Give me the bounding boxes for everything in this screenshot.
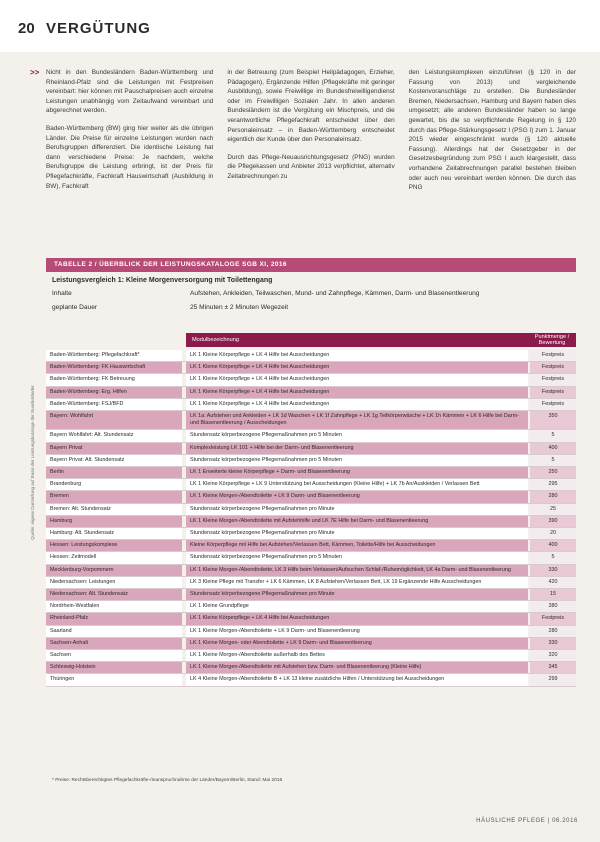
row-module-cell: Stundensatz körperbezogene Pflegemaßnahmen pro 5 Minuten — [182, 430, 528, 441]
row-land-cell: Baden-Württemberg: Erg. Hilfen — [46, 387, 182, 398]
row-module-cell: LK 1 Kleine Morgen- oder Abendtoilette + LK 9 Darm- und Blasenentleerung — [182, 638, 528, 649]
row-land-cell: Bayern Privat: Alt. Stundensatz — [46, 455, 182, 466]
article-column-2 — [227, 68, 394, 248]
row-module-cell: LK 1 Kleine Morgen-/Abendtoilette + LK 9 Darm- und Blasenentleerung — [182, 491, 528, 502]
page-number: 20 — [18, 20, 35, 37]
row-module-cell: LK 1 Kleine Grundpflege — [182, 601, 528, 612]
table-row — [46, 362, 576, 374]
table-row — [46, 374, 576, 386]
row-land-cell: Bayern: Wohlfahrt — [46, 411, 182, 429]
dauer-label: geplante Dauer — [52, 304, 98, 311]
row-points-cell: 380 — [528, 601, 576, 612]
table-row — [46, 613, 576, 625]
row-points-cell: 25 — [528, 504, 576, 515]
table-heading: Leistungsvergleich 1: Kleine Morgenversorgung mit Toilettengang — [52, 277, 273, 284]
comparison-table-body — [46, 350, 576, 687]
row-land-cell: Baden-Württemberg: Pflegefachkraft* — [46, 350, 182, 361]
row-points-cell: 420 — [528, 577, 576, 588]
row-points-cell: Festpreis — [528, 350, 576, 361]
row-module-cell: LK 1 Kleine Körperpflege + LK 4 Hilfe bei Ausscheidungen — [182, 350, 528, 361]
table-row — [46, 399, 576, 411]
row-points-cell: 250 — [528, 467, 576, 478]
table-row — [46, 552, 576, 564]
vertical-source-label: Quelle: eigene Darstellung auf Basis der Leistungskataloge der Bundesländer — [30, 385, 35, 540]
row-module-cell: LK 1 Kleine Körperpflege + LK 4 Hilfe bei Ausscheidungen — [182, 362, 528, 373]
row-points-cell: 5 — [528, 552, 576, 563]
row-land-cell: Nordrhein-Westfalen — [46, 601, 182, 612]
table-row — [46, 443, 576, 455]
row-land-cell: Berlin — [46, 467, 182, 478]
table-row — [46, 387, 576, 399]
row-points-cell: 345 — [528, 662, 576, 673]
row-module-cell: Kleine Körperpflege mit Hilfe bei Aufstehen/Verlassen Bett, Kämmen, Toilette/Hilfe bei Ausscheidungen — [182, 540, 528, 551]
table-row — [46, 601, 576, 613]
table-row — [46, 528, 576, 540]
row-module-cell: Stundensatz körperbezogene Pflegemaßnahmen pro 5 Minuten — [182, 552, 528, 563]
row-points-cell: 5 — [528, 430, 576, 441]
row-module-cell: LK 1a: Aufstehen und Ankleiden + LK 1d Waschen + LK 1f Zahnpflege + LK 1g Teilkörperwäsche + LK 1h Kämmen + LK 6 Hilfe bei Darm- und Blasenentleerung / Ausscheidungen — [182, 411, 528, 429]
table-header-row — [186, 333, 576, 347]
row-points-cell: 390 — [528, 516, 576, 527]
row-points-cell: 20 — [528, 528, 576, 539]
row-land-cell: Bayern Wohlfahrt: Alt. Stundensatz — [46, 430, 182, 441]
table-row — [46, 504, 576, 516]
row-points-cell: 299 — [528, 674, 576, 685]
row-land-cell: Baden-Württemberg: FK Betreuung — [46, 374, 182, 385]
table-row — [46, 589, 576, 601]
row-land-cell: Bayern Privat — [46, 443, 182, 454]
row-points-cell: Festpreis — [528, 387, 576, 398]
row-module-cell: LK 1 Kleine Körperpflege + LK 9 Unterstützung bei Ausscheidungen (Kleine Hilfe) + LK 7b An/Auskleiden / Verlassen Bett — [182, 479, 528, 490]
row-land-cell: Hessen: Leistungskomplexe — [46, 540, 182, 551]
row-module-cell: LK 1 Erweiterte kleine Körperpflege + Darm- und Blasenentleerung — [182, 467, 528, 478]
dauer-value: 25 Minuten ± 2 Minuten Wegezeit — [190, 304, 289, 311]
row-module-cell: LK 1 Kleine Morgen-/Abendtoilette mit Aufstehhilfe und LK 7E Hilfe bei Darm- und Blasenentleerung — [182, 516, 528, 527]
row-land-cell: Rheinland-Pfalz — [46, 613, 182, 624]
table-row — [46, 674, 576, 686]
row-points-cell: 400 — [528, 443, 576, 454]
row-points-cell: 320 — [528, 650, 576, 661]
row-module-cell: LK 1 Kleine Morgen-/Abendtoilette + LK 9 Darm- und Blasenentleerung — [182, 626, 528, 637]
row-land-cell: Brandenburg — [46, 479, 182, 490]
table-row — [46, 638, 576, 650]
table-row — [46, 455, 576, 467]
row-points-cell: 280 — [528, 626, 576, 637]
row-module-cell: LK 4 Kleine Morgen-/Abendtoilette B + LK 13 kleine zusätzliche Hilfen / Unterstützung bei Ausscheidungen — [182, 674, 528, 685]
row-module-cell: Stundensatz körperbezogene Pflegemaßnahmen pro 5 Minuten — [182, 455, 528, 466]
row-points-cell: 400 — [528, 540, 576, 551]
row-land-cell: Baden-Württemberg: FSJ/BFD — [46, 399, 182, 410]
row-module-cell: LK 1 Kleine Morgen-/Abendtoilette, LK 3 Hilfe beim Verlassen/Aufsuchen Schlaf-/Ruhemöglichkeit, LK 4a Darm- und Blasenentleerung — [182, 565, 528, 576]
row-points-cell: 15 — [528, 589, 576, 600]
continuation-marker: >> — [30, 68, 40, 77]
table-row — [46, 411, 576, 430]
article-column-3 — [409, 68, 576, 248]
paragraph: den Leistungskomplexen einzuführen (§ 120 in der Fassung von 2013) und vergleichende Kostenvoranschläge zu erstellen. Die Bundesländer Bremen, Niedersachsen, Hamburg und Bayern haben dies umgesetzt; alle anderen Bundesländer haben so lange gewartet, bis die so verpflichtende Regelung in § 120 durch das Pflege-Stärkungsgesetz I (PSG I) zum 1. Januar 2015 wieder eingeschränkt wurde (§ 120 aktuelle Fassung). Allerdings hat der Gesetzgeber in der Gesetzesbegründung zum PSG I auch klargestellt, dass vorhandene Zeitabrechnungen parallel bestehen bleiben oder auch neu vereinbart werden können. Die durch das PNG — [408, 69, 576, 192]
paragraph: in der Betreuung (zum Beispiel Heilpädagogen, Erzieher, Pädagogen), Ergänzende Hilfen (Pflegekräfte mit geringer Ausbildung), sowie Freiwillige im Bundesfreiwilligendienst oder im Freiwilligen Sozialen Jahr. In allen anderen Bundesländern ist die Vergütung ein Mischpreis, und die verantwortliche Pflegefachkraft entscheidet über den Personaleinsatz – in Baden-Württemberg entscheidet eigentlich der Kunde über den Personaleinsatz. — [227, 69, 395, 144]
page-header — [0, 0, 600, 52]
row-module-cell: LK 1 Kleine Körperpflege + LK 4 Hilfe bei Ausscheidungen — [182, 613, 528, 624]
row-points-cell: 5 — [528, 455, 576, 466]
row-module-cell: LK 1 Kleine Körperpflege + LK 4 Hilfe bei Ausscheidungen — [182, 374, 528, 385]
row-land-cell: Sachsen-Anhalt — [46, 638, 182, 649]
row-module-cell: LK 1 Kleine Körperpflege + LK 4 Hilfe bei Ausscheidungen — [182, 399, 528, 410]
row-module-cell: LK 1 Kleine Morgen-/Abendtoilette mit Aufstehen bzw. Darm- und Blasenentleerung (Kleine Hilfe) — [182, 662, 528, 673]
paragraph: Baden-Württemberg (BW) ging hier weiter als die übrigen Länder. Die Preise für einzelne Leistungen wurden nach Berufsgruppen differenziert. Die identische Leistung hat dann verschiedene Preise: Je nachdem, welche Berufsgruppe die Leistung erbringt, ist der Preis für Pflegefachkräfte, Fachkraft Hauswirtschaft (Ausbildung in BW), Fachkraft — [46, 124, 214, 190]
row-module-cell: Stundensatz körperbezogene Pflegemaßnahmen pro Minute — [182, 504, 528, 515]
table-row — [46, 479, 576, 491]
table-footnote: * Preise: Rechtsberechtigtes Pflegefachkräfte-/Inanspruchnahme der Länder/Bayern/Berlin, Stand: Mai 2016 — [52, 778, 283, 783]
table-row — [46, 491, 576, 503]
table-row — [46, 540, 576, 552]
row-points-cell: Festpreis — [528, 374, 576, 385]
row-land-cell: Schleswig-Holstein — [46, 662, 182, 673]
page-footer: HÄUSLICHE PFLEGE | 06.2016 — [476, 818, 578, 824]
table-title: TABELLE 2 / ÜBERBLICK DER LEISTUNGSKATALOGE SGB XI, 2016 — [46, 258, 576, 272]
row-points-cell: Festpreis — [528, 399, 576, 410]
row-module-cell: LK 1 Kleine Körperpflege + LK 4 Hilfe bei Ausscheidungen — [182, 387, 528, 398]
table-row — [46, 662, 576, 674]
table-row — [46, 577, 576, 589]
article-body — [46, 68, 576, 248]
table-row — [46, 516, 576, 528]
row-land-cell: Thüringen — [46, 674, 182, 685]
row-module-cell: Stundensatz körperbezogene Pflegemaßnahmen pro Minute — [182, 589, 528, 600]
row-points-cell: 330 — [528, 565, 576, 576]
row-land-cell: Niedersachsen: Alt. Stundensatz — [46, 589, 182, 600]
row-land-cell: Hessen: Zeitmodell — [46, 552, 182, 563]
row-land-cell: Hamburg — [46, 516, 182, 527]
row-land-cell: Bremen: Alt. Stundensatz — [46, 504, 182, 515]
row-land-cell: Mecklenburg-Vorpommern — [46, 565, 182, 576]
table-row — [46, 430, 576, 442]
row-land-cell: Baden-Württemberg: FK Hauswirtschaft — [46, 362, 182, 373]
row-module-cell: Komplexleistung LK 101 + Hilfe bei der Darm- und Blasenentleerung — [182, 443, 528, 454]
row-module-cell: LK 1 Kleine Morgen-/Abendtoilette außerhalb des Bettes — [182, 650, 528, 661]
row-module-cell: LK 3 Kleine Pflege mit Transfer + LK 6 Kämmen, LK 8 Aufstehen/Verlassen Bett, LK 19 Ergänzende Hilfe Ausscheidungen — [182, 577, 528, 588]
row-land-cell: Saarland — [46, 626, 182, 637]
row-land-cell: Niedersachsen: Leistungen — [46, 577, 182, 588]
row-points-cell: 330 — [528, 638, 576, 649]
row-points-cell: Festpreis — [528, 613, 576, 624]
paragraph: Nicht in den Bundesländern Baden-Württemberg und Rheinland-Pfalz sind die Leistungen mit Festpreisen vereinbart: hier können mit Pauschalpreisen auch einzelne Leistungen unabhängig vom Zeitaufwand vereinbart und abgerechnet werden. — [46, 69, 214, 115]
inhalte-label: Inhalte — [52, 290, 72, 297]
table-row — [46, 626, 576, 638]
inhalte-value: Aufstehen, Ankleiden, Teilwaschen, Mund- und Zahnpflege, Kämmen, Darm- und Blasenentleerung — [190, 290, 480, 297]
section-title: VERGÜTUNG — [46, 20, 151, 37]
paragraph: Durch das Pflege-Neuausrichtungsgesetz (PNG) wurden die Pflegekassen und Anbieter 2013 verpflichtet, alternativ Zeitabrechnungen zu — [227, 153, 395, 180]
row-points-cell: Festpreis — [528, 362, 576, 373]
article-column-1 — [46, 68, 213, 248]
row-points-cell: 350 — [528, 411, 576, 429]
row-module-cell: Stundensatz körperbezogene Pflegemaßnahmen pro Minute — [182, 528, 528, 539]
table-row — [46, 565, 576, 577]
row-land-cell: Sachsen — [46, 650, 182, 661]
row-points-cell: 280 — [528, 491, 576, 502]
row-points-cell: 295 — [528, 479, 576, 490]
column-header-points: Punktmenge / Bewertung — [534, 334, 570, 346]
table-row — [46, 650, 576, 662]
column-header-module: Modulbezeichnung — [192, 337, 239, 343]
table-row — [46, 467, 576, 479]
row-land-cell: Hamburg: Alt. Stundensatz — [46, 528, 182, 539]
row-land-cell: Bremen — [46, 491, 182, 502]
table-row — [46, 350, 576, 362]
